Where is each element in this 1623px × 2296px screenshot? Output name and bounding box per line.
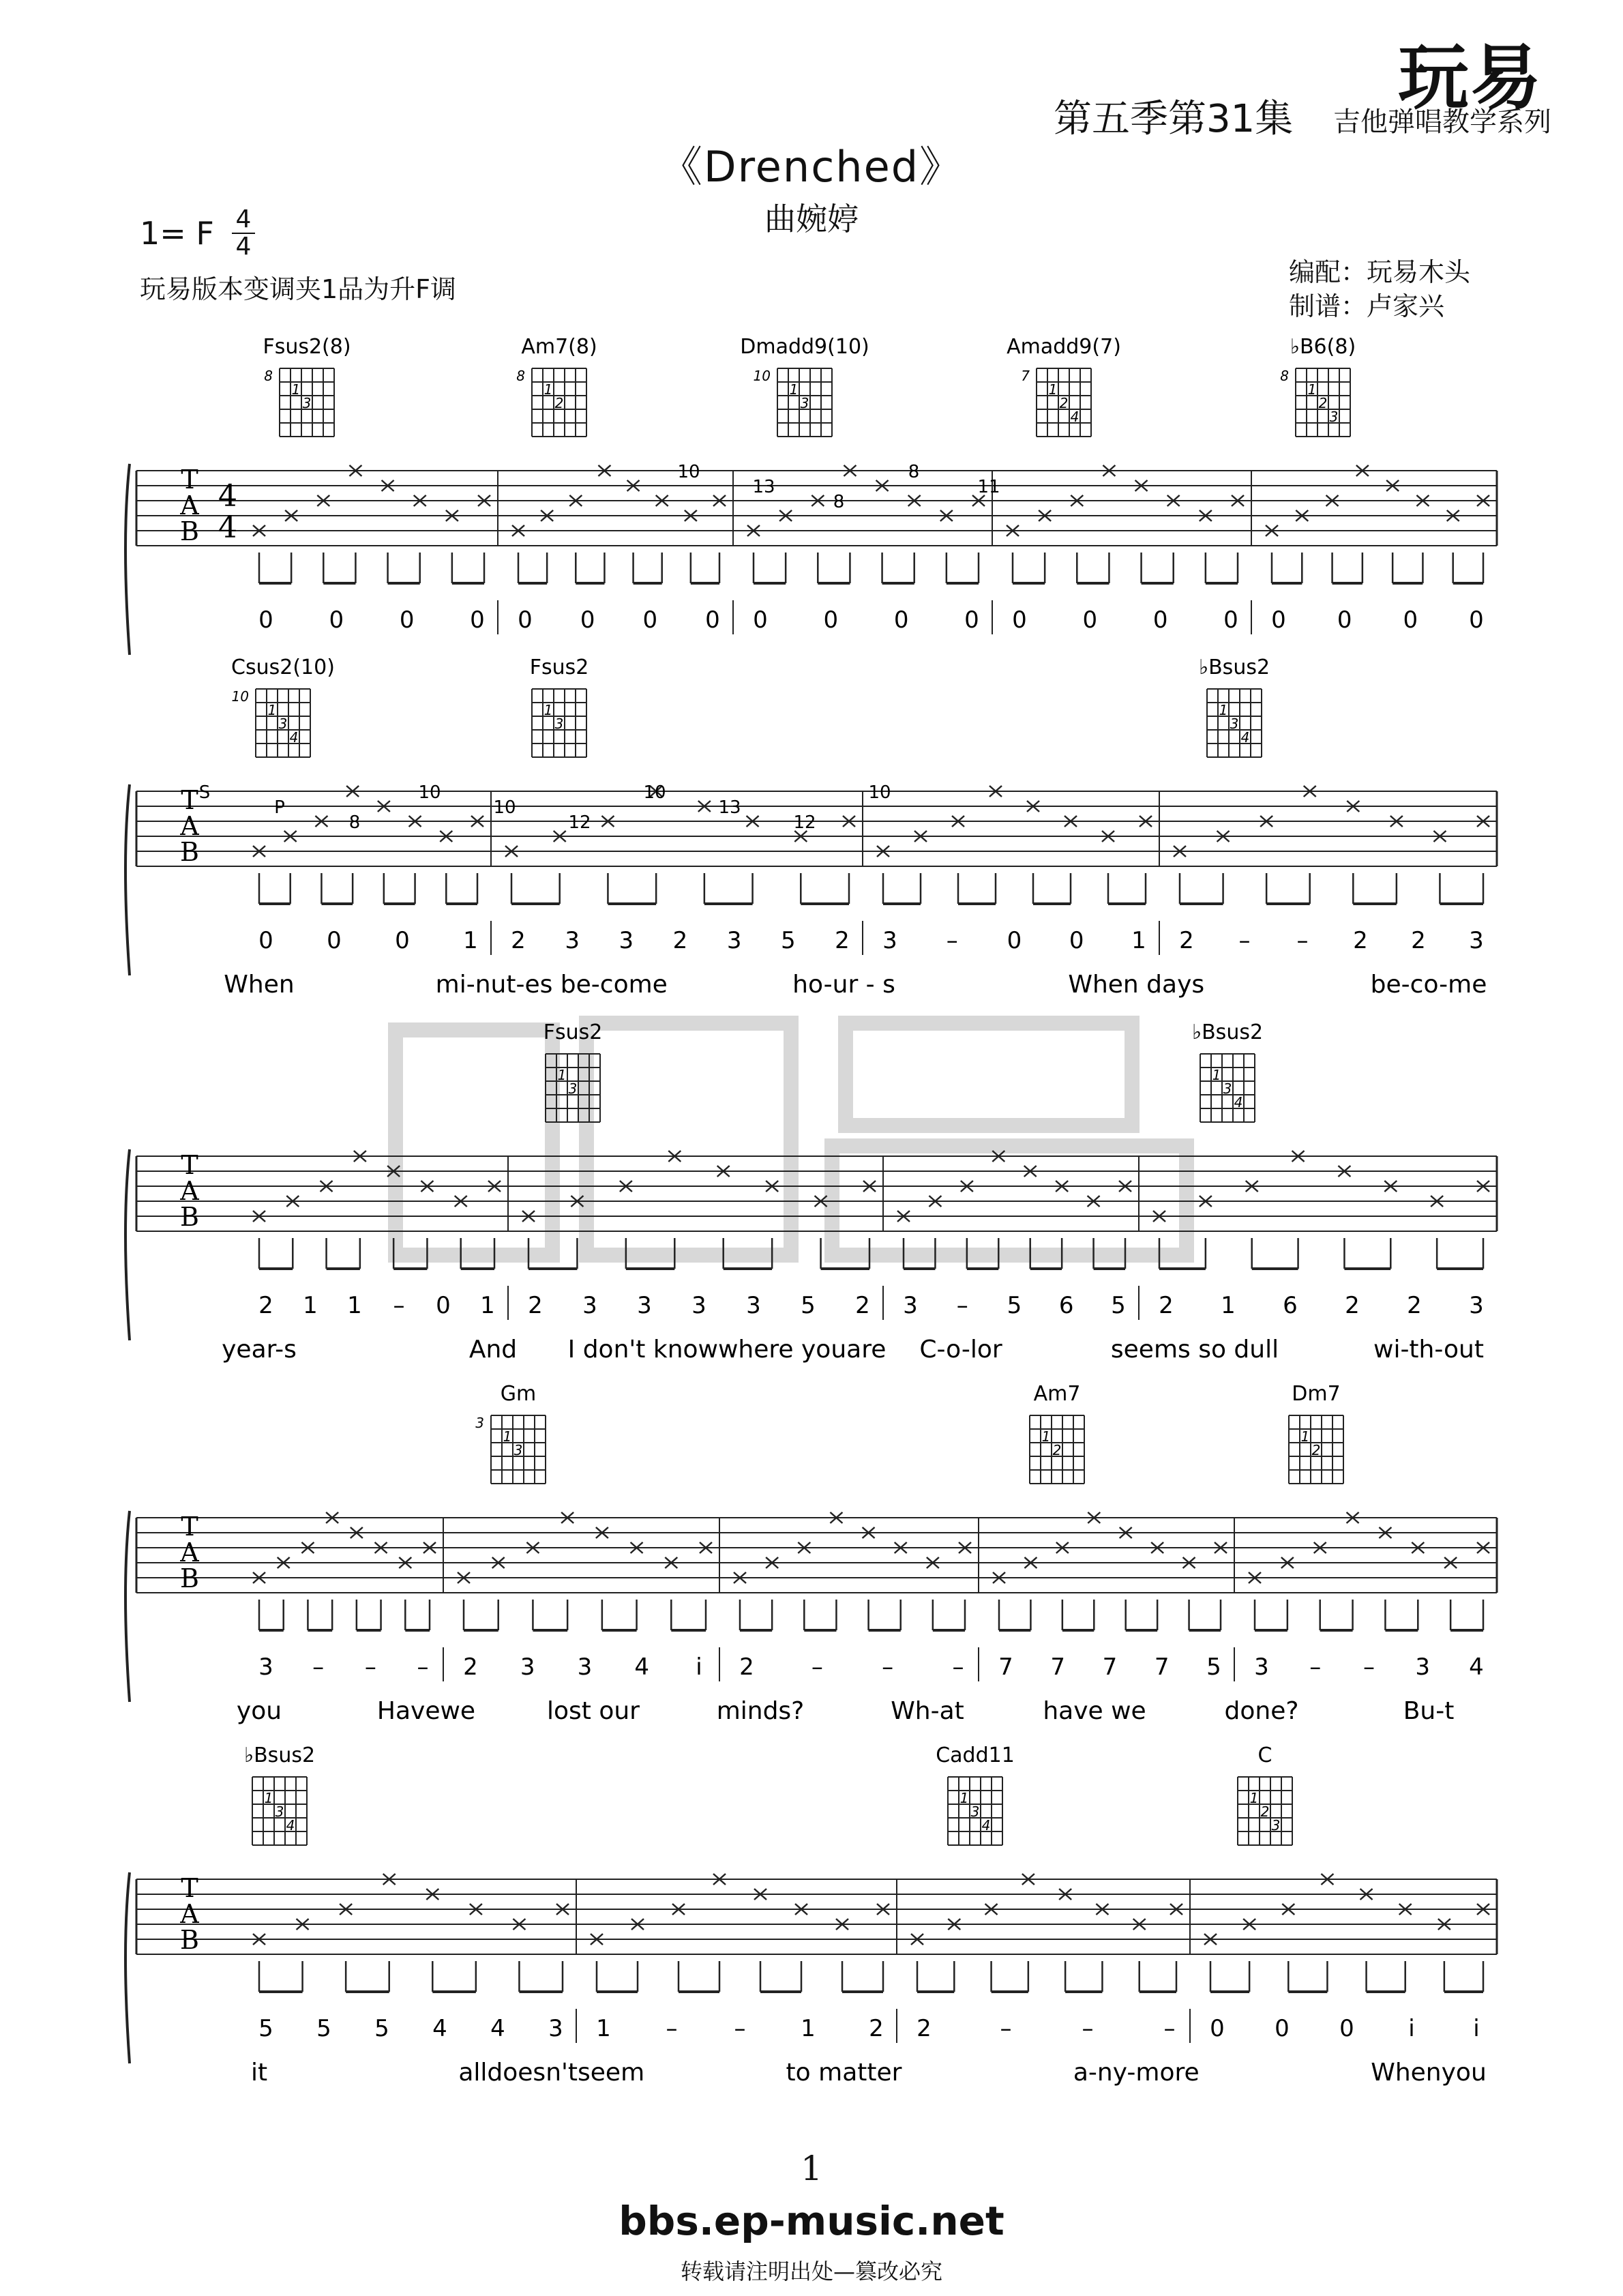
notation-number: 4: [634, 1653, 650, 1681]
capo-note: 玩易版本变调夹1品为升F调: [140, 274, 457, 304]
tab-fret-number: 13: [718, 797, 741, 818]
lyric-text: When days: [1068, 971, 1205, 999]
notation-number: –: [882, 1653, 894, 1681]
chord-finger: 1: [1219, 702, 1228, 718]
tab-clef-letter: T: [181, 1873, 198, 1903]
tab-clef-letter: T: [181, 785, 198, 815]
notation-number: 3: [1415, 1653, 1431, 1681]
notation-number: –: [811, 1653, 823, 1681]
chord-name: Csus2(10): [231, 656, 335, 679]
notation-number: 3: [726, 927, 742, 954]
tab-fret-number: 8: [833, 492, 845, 512]
notation-number: 0: [1210, 2015, 1225, 2042]
notation-number: 2: [1159, 1292, 1174, 1319]
chord-finger: 2: [1260, 1804, 1270, 1820]
chord-finger: 4: [289, 729, 299, 746]
chord-finger: 3: [1329, 409, 1339, 425]
chord-finger: 4: [1070, 409, 1079, 425]
notation-number: 2: [869, 2015, 884, 2042]
score-system: [125, 1382, 1497, 1725]
notation-number: 0: [1007, 927, 1022, 954]
lyric-text: When: [224, 971, 295, 999]
notation-number: 0: [642, 606, 658, 634]
chord-finger: 1: [503, 1428, 512, 1445]
chord-finger: 2: [1318, 395, 1328, 411]
tab-fret-number: 12: [568, 812, 591, 833]
chord-finger: 3: [1271, 1817, 1281, 1834]
system-bracket: [125, 464, 130, 655]
chord-finger: 3: [970, 1804, 980, 1820]
site-url[interactable]: bbs.ep-music.net: [619, 2198, 1004, 2244]
chord-finger: 3: [554, 716, 564, 732]
system-bracket: [125, 1872, 130, 2063]
notation-number: 5: [316, 2015, 331, 2042]
notation-number: 2: [511, 927, 526, 954]
notation-number: 0: [327, 927, 342, 954]
chord-finger: 4: [1240, 729, 1250, 746]
tab-clef-letter: A: [180, 1537, 199, 1568]
chord-finger: 2: [1059, 395, 1069, 411]
notation-number: 0: [1275, 2015, 1290, 2042]
notation-number: –: [364, 1653, 376, 1681]
chord-diagram: [740, 335, 869, 437]
notation-number: 3: [520, 1653, 535, 1681]
notation-number: 3: [691, 1292, 706, 1319]
notation-number: 4: [432, 2015, 447, 2042]
tab-clef-letter: A: [180, 490, 199, 520]
lyric-text: C-o-lor: [919, 1336, 1002, 1364]
notation-number: 0: [436, 1292, 451, 1319]
chord-diagram: [1280, 335, 1356, 437]
tab-fret-number: 12: [793, 812, 816, 833]
chord-fret-number: 8: [516, 368, 525, 384]
notation-number: 2: [835, 927, 850, 954]
notation-number: 3: [637, 1292, 652, 1319]
notation-number: 2: [1179, 927, 1194, 954]
chord-finger: 2: [1052, 1442, 1062, 1458]
copyright-notice: 转载请注明出处—篡改必究: [680, 2258, 942, 2284]
notation-number: 3: [1469, 927, 1484, 954]
notation-number: 4: [490, 2015, 505, 2042]
chord-finger: 1: [544, 381, 553, 398]
lyric-text: And: [468, 1336, 518, 1364]
chord-finger: 2: [1311, 1442, 1321, 1458]
notation-number: 5: [374, 2015, 389, 2042]
notation-number: 3: [577, 1653, 593, 1681]
notation-number: i: [1473, 2015, 1480, 2042]
notation-number: 1: [801, 2015, 816, 2042]
chord-finger: 1: [264, 1790, 273, 1806]
tab-fret-number: S: [198, 782, 211, 803]
chord-name: Am7(8): [521, 335, 597, 359]
chord-finger: 1: [789, 381, 799, 398]
chord-name: ♭B6(8): [1290, 335, 1356, 359]
notation-number: 3: [258, 1653, 273, 1681]
tab-clef-letter: B: [180, 1925, 199, 1955]
notation-number: 0: [705, 606, 720, 634]
notation-number: 1: [596, 2015, 611, 2042]
chord-name: ♭Bsus2: [1191, 1020, 1264, 1044]
chord-finger: 1: [1048, 381, 1058, 398]
tab-fret-number: 10: [643, 782, 666, 803]
notation-number: –: [946, 927, 958, 954]
notation-number: 0: [329, 606, 344, 634]
lyric-text: done?: [1224, 1697, 1299, 1725]
tab-fret-number: 10: [418, 782, 441, 803]
chord-name: ♭Bsus2: [1198, 656, 1270, 679]
notation-number: 3: [565, 927, 580, 954]
tab-clef-letter: T: [181, 1150, 198, 1180]
chord-finger: 3: [278, 716, 288, 732]
chord-name: Amadd9(7): [1007, 335, 1121, 359]
notation-number: 0: [1271, 606, 1286, 634]
system-bracket: [125, 1149, 130, 1340]
chord-name: Fsus2: [529, 656, 589, 679]
chord-finger: 1: [291, 381, 301, 398]
notation-number: 5: [781, 927, 796, 954]
lyric-text: have we: [1043, 1697, 1146, 1725]
notation-number: 5: [1206, 1653, 1221, 1681]
notation-number: 2: [463, 1653, 478, 1681]
lyric-text: a-ny-more: [1073, 2059, 1200, 2087]
chord-finger: 3: [302, 395, 312, 411]
chord-diagram: [1238, 1743, 1292, 1845]
tab-clef-letter: T: [181, 465, 198, 495]
notation-number: 2: [917, 2015, 932, 2042]
chord-diagram: [1192, 1020, 1263, 1122]
notation-number: 2: [1411, 927, 1426, 954]
episode-label: 第五季第31集: [1054, 97, 1294, 141]
notation-number: 3: [903, 1292, 918, 1319]
tab-clef-letter: T: [181, 1512, 198, 1542]
chord-name: Fsus2(8): [263, 335, 351, 359]
chord-diagram: [1289, 1382, 1343, 1484]
notation-number: 2: [1353, 927, 1368, 954]
notation-number: –: [952, 1653, 964, 1681]
notation-number: 4: [1469, 1653, 1484, 1681]
chord-diagram: [263, 335, 351, 437]
lyric-text: year-s: [222, 1336, 297, 1364]
notation-number: 1: [463, 927, 478, 954]
chord-name: ♭Bsus2: [243, 1743, 316, 1767]
chord-finger: 1: [1212, 1067, 1221, 1083]
notation-number: 0: [753, 606, 768, 634]
key-signature: 1= F: [140, 215, 214, 252]
chord-fret-number: 7: [1021, 368, 1030, 384]
notation-number: 3: [548, 2015, 563, 2042]
chord-finger: 1: [1300, 1428, 1310, 1445]
notation-number: 3: [1469, 1292, 1484, 1319]
lyric-text: you: [236, 1697, 282, 1725]
series-label: 吉他弹唱教学系列: [1333, 106, 1551, 138]
lyric-text: alldoesn'tseem: [458, 2059, 645, 2087]
tab-fret-number: P: [274, 797, 285, 818]
notation-number: 2: [528, 1292, 543, 1319]
notation-number: –: [1296, 927, 1309, 954]
tab-clef-letter: B: [180, 837, 199, 867]
notation-number: –: [1363, 1653, 1375, 1681]
notation-number: 3: [746, 1292, 761, 1319]
lyric-text: I don't knowwhere youare: [567, 1336, 887, 1364]
chord-finger: 3: [1223, 1080, 1232, 1097]
chord-finger: 3: [568, 1080, 578, 1097]
notation-number: 0: [258, 927, 273, 954]
tab-fret-number: 8: [348, 812, 361, 833]
notation-number: 2: [739, 1653, 754, 1681]
notation-number: 5: [258, 2015, 273, 2042]
tab-clef-letter: B: [180, 516, 199, 546]
notation-number: 0: [258, 606, 273, 634]
notation-number: 0: [1403, 606, 1418, 634]
lyric-text: minds?: [716, 1697, 805, 1725]
notation-number: 7: [1154, 1653, 1170, 1681]
lyric-text: ho-ur - s: [792, 971, 895, 999]
lyric-text: Wh-at: [891, 1697, 964, 1725]
notation-number: 0: [964, 606, 979, 634]
notation-number: 0: [1337, 606, 1352, 634]
notation-number: 3: [1254, 1653, 1269, 1681]
notation-number: 1: [303, 1292, 318, 1319]
chord-finger: 1: [1307, 381, 1317, 398]
notation-number: 5: [801, 1292, 816, 1319]
arranger-credit: 编配：玩易木头: [1289, 257, 1471, 287]
chord-name: Gm: [500, 1382, 537, 1406]
song-title: 《Drenched》: [659, 142, 964, 192]
lyric-text: it: [250, 2059, 268, 2087]
chord-diagram: [544, 1020, 603, 1122]
tab-clef-letter: B: [180, 1202, 199, 1232]
notation-number: –: [1309, 1653, 1322, 1681]
chord-diagram: [1030, 1382, 1084, 1484]
time-signature-bottom: 4: [235, 233, 252, 261]
notation-number: –: [1163, 2015, 1176, 2042]
notation-number: –: [1238, 927, 1251, 954]
chord-name: Am7: [1033, 1382, 1081, 1406]
chord-name: Dmadd9(10): [740, 335, 869, 359]
notation-number: –: [666, 2015, 678, 2042]
chord-fret-number: 10: [231, 688, 249, 705]
chord-name: Fsus2: [543, 1020, 603, 1044]
score-system: [125, 335, 1497, 655]
notation-number: –: [417, 1653, 429, 1681]
chord-diagram: [936, 1743, 1015, 1845]
tab-fret-number: 8: [908, 462, 920, 482]
notation-number: 2: [1345, 1292, 1360, 1319]
notation-number: 0: [1223, 606, 1238, 634]
chord-finger: 2: [554, 395, 564, 411]
notation-number: 2: [1407, 1292, 1422, 1319]
notation-number: 0: [1469, 606, 1484, 634]
chord-name: Dm7: [1292, 1382, 1341, 1406]
notation-number: 0: [1339, 2015, 1354, 2042]
notation-number: 3: [882, 927, 897, 954]
tab-clef-letter: A: [180, 1176, 199, 1206]
chord-finger: 3: [1230, 716, 1239, 732]
notation-number: 0: [1082, 606, 1098, 634]
chord-name: C: [1257, 1743, 1272, 1767]
system-bracket: [125, 1511, 130, 1702]
notation-number: 2: [672, 927, 688, 954]
tab-fret-number: 11: [977, 477, 1000, 497]
notation-number: 0: [399, 606, 415, 634]
chord-diagram: [1199, 656, 1270, 757]
notation-number: 1: [480, 1292, 495, 1319]
notation-number: 3: [582, 1292, 597, 1319]
tab-time-sig-top: 4: [218, 479, 237, 514]
chord-finger: 4: [286, 1817, 295, 1834]
chord-diagram: [530, 656, 589, 757]
notation-number: 0: [823, 606, 839, 634]
lyric-text: mi-nut-es be-come: [435, 971, 668, 999]
chord-diagram: [475, 1382, 546, 1484]
notation-number: 7: [1102, 1653, 1118, 1681]
chord-finger: 1: [557, 1067, 567, 1083]
notation-number: 2: [258, 1292, 273, 1319]
tab-time-sig-bottom: 4: [218, 510, 237, 545]
chord-diagram: [1007, 335, 1121, 437]
score-system: [125, 1743, 1497, 2087]
notation-number: –: [734, 2015, 746, 2042]
chord-fret-number: 10: [753, 368, 771, 384]
lyric-text: be-co-me: [1370, 971, 1487, 999]
notation-number: 0: [1069, 927, 1084, 954]
chord-diagram: [231, 656, 335, 757]
chord-finger: 1: [267, 702, 277, 718]
notation-number: 0: [1012, 606, 1027, 634]
chord-name: Cadd11: [936, 1743, 1015, 1767]
chord-finger: 1: [1249, 1790, 1259, 1806]
chord-finger: 3: [800, 395, 809, 411]
chord-finger: 4: [1234, 1094, 1243, 1110]
chord-diagram: [244, 1743, 315, 1845]
lyric-text: lost our: [547, 1697, 640, 1725]
notation-number: i: [696, 1653, 702, 1681]
notation-number: 6: [1058, 1292, 1074, 1319]
lyric-text: seems so dull: [1110, 1336, 1279, 1364]
lyric-text: Bu-t: [1403, 1697, 1455, 1725]
transcriber-credit: 制谱：卢家兴: [1289, 291, 1445, 321]
notation-number: 1: [1131, 927, 1146, 954]
notation-number: 0: [470, 606, 485, 634]
chord-finger: 3: [275, 1804, 284, 1820]
notation-number: 5: [1007, 1292, 1022, 1319]
notation-number: 7: [1050, 1653, 1066, 1681]
score-system: [125, 656, 1497, 999]
notation-number: 1: [1221, 1292, 1236, 1319]
chord-finger: 1: [544, 702, 553, 718]
lyric-text: Whenyou: [1371, 2059, 1487, 2087]
notation-number: 7: [998, 1653, 1013, 1681]
brand-logo: 玩易: [1398, 36, 1543, 119]
chord-fret-number: 8: [264, 368, 273, 384]
chord-finger: 4: [981, 1817, 991, 1834]
tab-clef-letter: A: [180, 1899, 199, 1929]
notation-number: –: [393, 1292, 405, 1319]
notation-number: 0: [395, 927, 410, 954]
notation-number: –: [312, 1653, 325, 1681]
notation-number: 0: [1152, 606, 1168, 634]
time-signature-top: 4: [235, 205, 252, 233]
notation-number: 5: [1111, 1292, 1126, 1319]
tab-clef-letter: A: [180, 811, 199, 841]
score-system: [125, 1020, 1497, 1364]
chord-diagram: [516, 335, 597, 437]
chord-finger: 1: [1041, 1428, 1051, 1445]
page-number: 1: [801, 2149, 822, 2188]
chord-finger: 3: [513, 1442, 523, 1458]
chord-fret-number: 3: [475, 1415, 484, 1431]
lyric-text: to matter: [786, 2059, 902, 2087]
tab-fret-number: 10: [493, 797, 516, 818]
notation-number: 0: [893, 606, 909, 634]
notation-number: –: [1082, 2015, 1094, 2042]
chord-fret-number: 8: [1280, 368, 1289, 384]
lyric-text: wi-th-out: [1373, 1336, 1484, 1364]
notation-number: 6: [1283, 1292, 1298, 1319]
notation-number: –: [1000, 2015, 1012, 2042]
lyric-text: Havewe: [376, 1697, 476, 1725]
notation-number: 0: [580, 606, 595, 634]
tab-fret-number: 13: [752, 477, 775, 497]
chord-finger: 1: [959, 1790, 969, 1806]
notation-number: 2: [855, 1292, 870, 1319]
notation-number: –: [956, 1292, 968, 1319]
tab-fret-number: 10: [677, 462, 700, 482]
notation-number: 0: [518, 606, 533, 634]
notation-number: 3: [619, 927, 634, 954]
tab-clef-letter: B: [180, 1563, 199, 1593]
notation-number: 1: [347, 1292, 362, 1319]
artist-name: 曲婉婷: [764, 201, 859, 237]
notation-number: i: [1408, 2015, 1415, 2042]
tab-fret-number: 10: [868, 782, 891, 803]
system-bracket: [125, 784, 130, 975]
